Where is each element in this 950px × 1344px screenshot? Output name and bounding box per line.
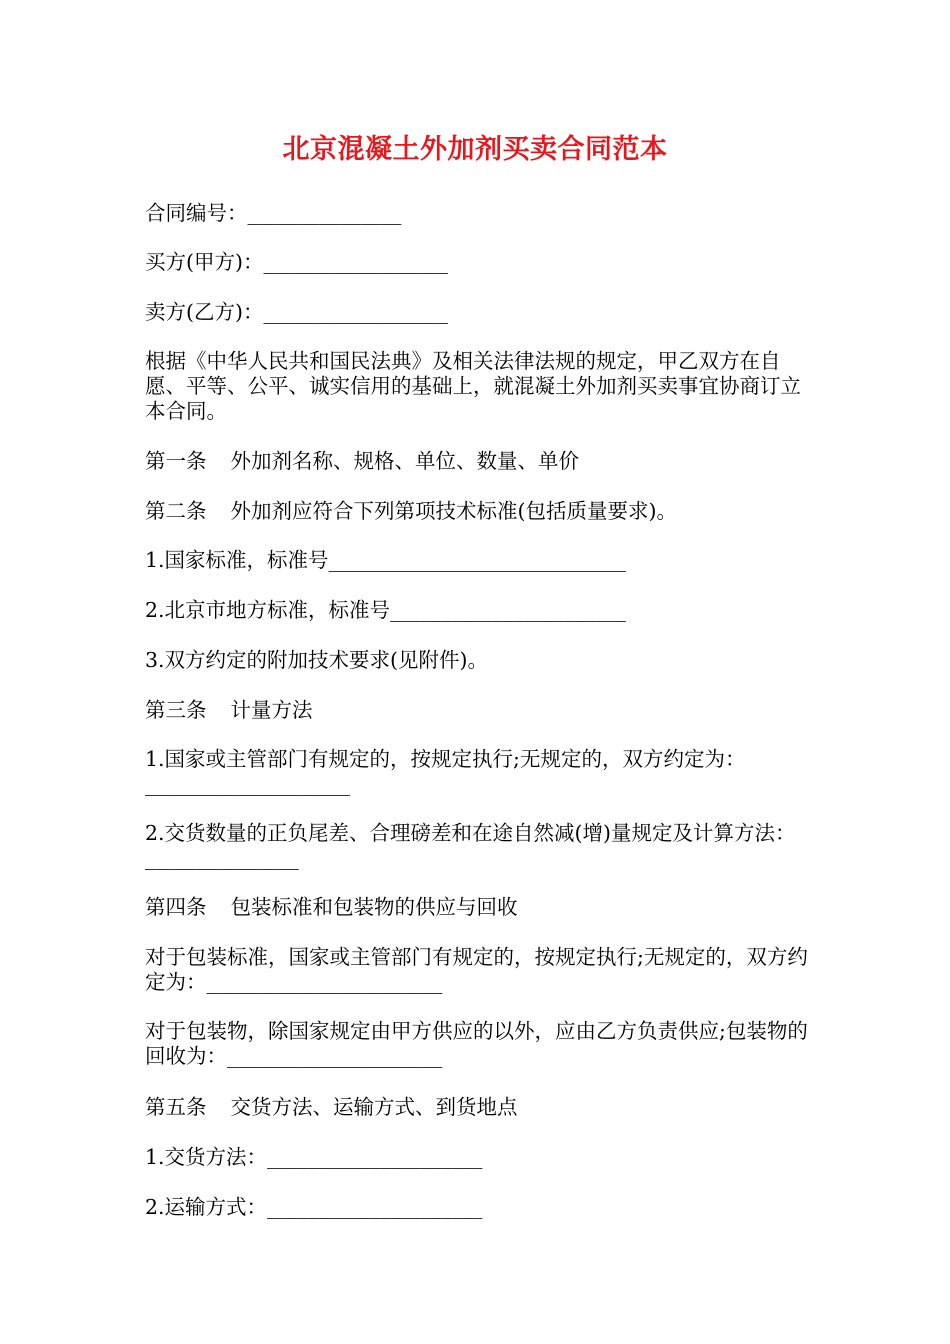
article-3-heading bbox=[145, 698, 815, 723]
buyer-line bbox=[145, 250, 815, 275]
article-2-title: 外加剂应符合下列第项技术标准(包括质量要求)。 bbox=[230, 499, 677, 523]
measurement-clause-1-text: 1.国家或主管部门有规定的，按规定执行;无规定的，双方约定为： bbox=[145, 747, 746, 771]
article-2-number: 第二条 bbox=[145, 499, 207, 523]
contract-number-label: 合同编号： bbox=[145, 201, 248, 225]
packaging-material-clause bbox=[145, 1019, 810, 1069]
measurement-clause-2-text: 2.交货数量的正负尾差、合理磅差和在途自然减(增)量规定及计算方法： bbox=[145, 821, 796, 845]
article-3-number: 第三条 bbox=[145, 698, 207, 722]
article-4-heading bbox=[145, 895, 815, 920]
article-5-title: 交货方法、运输方式、到货地点 bbox=[230, 1095, 518, 1119]
packaging-material-blank: _____________________ bbox=[227, 1044, 443, 1068]
seller-label: 卖方(乙方)： bbox=[145, 300, 264, 324]
packaging-standard-blank: _______________________ bbox=[206, 970, 443, 994]
measurement-clause-1 bbox=[145, 747, 810, 797]
seller-blank: __________________ bbox=[263, 300, 448, 324]
delivery-method-blank: _____________________ bbox=[267, 1145, 483, 1169]
contract-number-line bbox=[145, 201, 815, 226]
article-1-heading bbox=[145, 449, 815, 474]
measurement-clause-2-blank: _______________ bbox=[145, 846, 299, 870]
transport-method-blank: _____________________ bbox=[267, 1195, 483, 1219]
buyer-label: 买方(甲方)： bbox=[145, 250, 264, 274]
local-standard-blank: _______________________ bbox=[390, 598, 626, 622]
article-4-title: 包装标准和包装物的供应与回收 bbox=[230, 895, 518, 919]
article-5-heading bbox=[145, 1095, 815, 1120]
article-4-number: 第四条 bbox=[145, 895, 207, 919]
contract-number-blank: _______________ bbox=[247, 201, 402, 225]
article-2-heading bbox=[145, 499, 815, 524]
measurement-clause-1-blank: ____________________ bbox=[145, 772, 350, 796]
measurement-clause-2 bbox=[145, 821, 810, 871]
national-standard-blank: _____________________________ bbox=[328, 548, 626, 572]
article-3-title: 计量方法 bbox=[230, 698, 313, 722]
article-1-number: 第一条 bbox=[145, 449, 207, 473]
transport-method-line bbox=[145, 1195, 815, 1220]
preamble-paragraph: 根据《中华人民共和国民法典》及相关法律法规的规定，甲乙双方在自愿、平等、公平、诚实信用的基础上，就混凝土外加剂买卖事宜协商订立本合同。 bbox=[145, 349, 801, 423]
article-1-title: 外加剂名称、规格、单位、数量、单价 bbox=[230, 449, 579, 473]
packaging-standard-clause bbox=[145, 945, 810, 995]
local-standard-line bbox=[145, 598, 815, 623]
seller-line bbox=[145, 300, 815, 325]
article-5-number: 第五条 bbox=[145, 1095, 207, 1119]
delivery-method-label: 1.交货方法： bbox=[145, 1145, 268, 1169]
delivery-method-line bbox=[145, 1145, 815, 1170]
national-standard-line bbox=[145, 548, 815, 573]
additional-requirements-line: 3.双方约定的附加技术要求(见附件)。 bbox=[145, 648, 489, 672]
national-standard-label: 1.国家标准，标准号 bbox=[145, 548, 329, 572]
document-title: 北京混凝土外加剂买卖合同范本 bbox=[282, 134, 668, 165]
local-standard-label: 2.北京市地方标准，标准号 bbox=[145, 598, 391, 622]
buyer-blank: __________________ bbox=[263, 250, 448, 274]
transport-method-label: 2.运输方式： bbox=[145, 1195, 268, 1219]
packaging-material-text: 对于包装物，除国家规定由甲方供应的以外，应由乙方负责供应;包装物的回收为： bbox=[145, 1019, 808, 1068]
packaging-standard-text: 对于包装标准，国家或主管部门有规定的，按规定执行;无规定的，双方约定为： bbox=[145, 945, 808, 994]
